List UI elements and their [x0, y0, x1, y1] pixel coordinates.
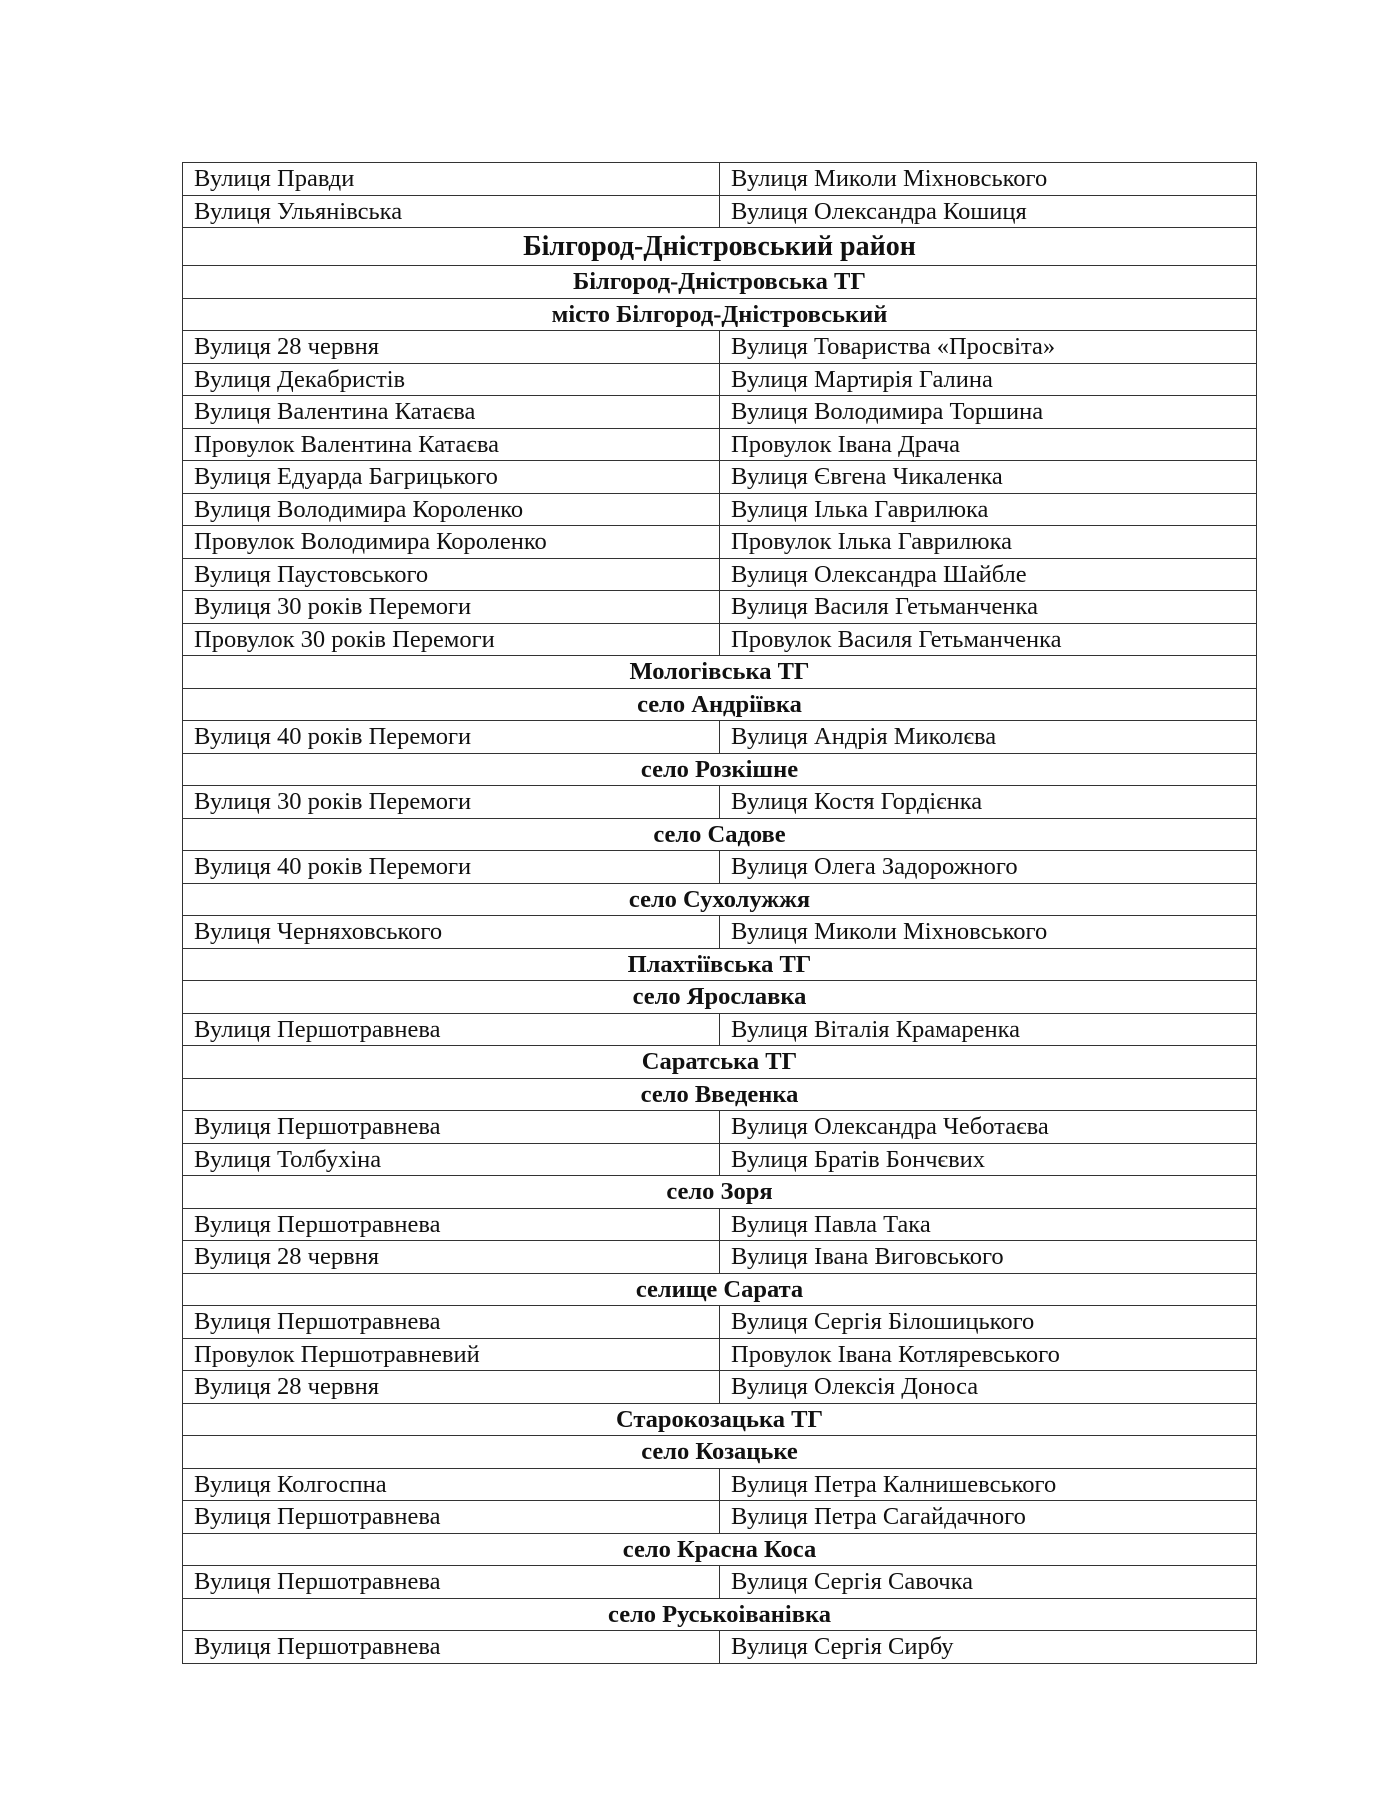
old-street-name: Вулиця 28 червня	[183, 1241, 720, 1274]
settlement-header	[183, 981, 1257, 1014]
header-cell: село Козацьке	[183, 1436, 1257, 1469]
table-row	[183, 591, 1257, 624]
table-row	[183, 851, 1257, 884]
table-row	[183, 1013, 1257, 1046]
old-street-name: Вулиця Декабристів	[183, 363, 720, 396]
old-street-name: Вулиця 30 років Перемоги	[183, 591, 720, 624]
header-cell: село Садове	[183, 818, 1257, 851]
header-cell: село Руськоіванівка	[183, 1598, 1257, 1631]
table-row	[183, 558, 1257, 591]
table-row	[183, 195, 1257, 228]
settlement-header	[183, 1273, 1257, 1306]
new-street-name: Вулиця Івана Виговського	[720, 1241, 1257, 1274]
old-street-name: Вулиця Колгоспна	[183, 1468, 720, 1501]
old-street-name: Вулиця Першотравнева	[183, 1013, 720, 1046]
new-street-name: Вулиця Віталія Крамаренка	[720, 1013, 1257, 1046]
header-cell: Саратська ТГ	[183, 1046, 1257, 1079]
new-street-name: Вулиця Олександра Кошиця	[720, 195, 1257, 228]
new-street-name: Вулиця Мартирія Галина	[720, 363, 1257, 396]
settlement-header	[183, 818, 1257, 851]
new-street-name: Вулиця Павла Така	[720, 1208, 1257, 1241]
new-street-name: Провулок Василя Гетьманченка	[720, 623, 1257, 656]
settlement-header	[183, 1436, 1257, 1469]
table-row	[183, 1111, 1257, 1144]
old-street-name: Провулок Валентина Катаєва	[183, 428, 720, 461]
new-street-name: Вулиця Олександра Чеботаєва	[720, 1111, 1257, 1144]
community-header	[183, 1046, 1257, 1079]
old-street-name: Вулиця Першотравнева	[183, 1566, 720, 1599]
old-street-name: Вулиця Першотравнева	[183, 1631, 720, 1664]
table-row	[183, 1208, 1257, 1241]
new-street-name: Вулиця Ілька Гаврилюка	[720, 493, 1257, 526]
settlement-header	[183, 1533, 1257, 1566]
table-row	[183, 493, 1257, 526]
table-row	[183, 363, 1257, 396]
old-street-name: Провулок Володимира Короленко	[183, 526, 720, 559]
header-cell: село Зоря	[183, 1176, 1257, 1209]
old-street-name: Вулиця 28 червня	[183, 331, 720, 364]
table-row	[183, 428, 1257, 461]
header-cell: Мологівська ТГ	[183, 656, 1257, 689]
settlement-header	[183, 1078, 1257, 1111]
new-street-name: Вулиця Братів Бончєвих	[720, 1143, 1257, 1176]
header-cell: Старокозацька ТГ	[183, 1403, 1257, 1436]
old-street-name: Вулиця Першотравнева	[183, 1306, 720, 1339]
street-renaming-table	[182, 162, 1257, 1664]
header-cell: селище Сарата	[183, 1273, 1257, 1306]
old-street-name: Вулиця Першотравнева	[183, 1501, 720, 1534]
new-street-name: Вулиця Володимира Торшина	[720, 396, 1257, 429]
district-header	[183, 228, 1257, 266]
old-street-name: Вулиця 30 років Перемоги	[183, 786, 720, 819]
table-row	[183, 721, 1257, 754]
header-cell: село Красна Коса	[183, 1533, 1257, 1566]
old-street-name: Провулок 30 років Перемоги	[183, 623, 720, 656]
settlement-header	[183, 883, 1257, 916]
community-header	[183, 1403, 1257, 1436]
community-header	[183, 266, 1257, 299]
old-street-name: Вулиця Правди	[183, 163, 720, 196]
old-street-name: Вулиця Толбухіна	[183, 1143, 720, 1176]
table-row	[183, 1306, 1257, 1339]
new-street-name: Вулиця Василя Гетьманченка	[720, 591, 1257, 624]
header-cell: село Сухолужжя	[183, 883, 1257, 916]
table-row	[183, 331, 1257, 364]
settlement-header	[183, 298, 1257, 331]
new-street-name: Провулок Ілька Гаврилюка	[720, 526, 1257, 559]
table-row	[183, 1501, 1257, 1534]
new-street-name: Вулиця Євгена Чикаленка	[720, 461, 1257, 494]
new-street-name: Вулиця Олега Задорожного	[720, 851, 1257, 884]
old-street-name: Вулиця 28 червня	[183, 1371, 720, 1404]
table-row	[183, 1468, 1257, 1501]
new-street-name: Провулок Івана Драча	[720, 428, 1257, 461]
table-row	[183, 916, 1257, 949]
table-row	[183, 461, 1257, 494]
new-street-name: Провулок Івана Котляревського	[720, 1338, 1257, 1371]
old-street-name: Вулиця Валентина Катаєва	[183, 396, 720, 429]
old-street-name: Вулиця Володимира Короленко	[183, 493, 720, 526]
old-street-name: Вулиця Першотравнева	[183, 1208, 720, 1241]
header-cell: село Розкішне	[183, 753, 1257, 786]
table-row	[183, 1631, 1257, 1664]
new-street-name: Вулиця Олександра Шайбле	[720, 558, 1257, 591]
table-row	[183, 163, 1257, 196]
new-street-name: Вулиця Сергія Білошицького	[720, 1306, 1257, 1339]
settlement-header	[183, 1176, 1257, 1209]
old-street-name: Провулок Першотравневий	[183, 1338, 720, 1371]
new-street-name: Вулиця Петра Калнишевського	[720, 1468, 1257, 1501]
table-row	[183, 786, 1257, 819]
new-street-name: Вулиця Андрія Миколєва	[720, 721, 1257, 754]
header-cell: село Ярославка	[183, 981, 1257, 1014]
new-street-name: Вулиця Сергія Савочка	[720, 1566, 1257, 1599]
old-street-name: Вулиця Едуарда Багрицького	[183, 461, 720, 494]
header-cell: місто Білгород-Дністровський	[183, 298, 1257, 331]
table-row	[183, 396, 1257, 429]
new-street-name: Вулиця Товариства «Просвіта»	[720, 331, 1257, 364]
table-row	[183, 1566, 1257, 1599]
header-cell: Плахтіївська ТГ	[183, 948, 1257, 981]
old-street-name: Вулиця Першотравнева	[183, 1111, 720, 1144]
table-row	[183, 526, 1257, 559]
community-header	[183, 948, 1257, 981]
old-street-name: Вулиця 40 років Перемоги	[183, 721, 720, 754]
old-street-name: Вулиця Черняховського	[183, 916, 720, 949]
old-street-name: Вулиця Паустовського	[183, 558, 720, 591]
settlement-header	[183, 1598, 1257, 1631]
new-street-name: Вулиця Петра Сагайдачного	[720, 1501, 1257, 1534]
new-street-name: Вулиця Миколи Міхновського	[720, 916, 1257, 949]
table-row	[183, 623, 1257, 656]
community-header	[183, 656, 1257, 689]
settlement-header	[183, 688, 1257, 721]
new-street-name: Вулиця Олексія Доноса	[720, 1371, 1257, 1404]
table-row	[183, 1241, 1257, 1274]
old-street-name: Вулиця 40 років Перемоги	[183, 851, 720, 884]
header-cell: Білгород-Дністровська ТГ	[183, 266, 1257, 299]
header-cell: село Андріївка	[183, 688, 1257, 721]
settlement-header	[183, 753, 1257, 786]
table-row	[183, 1338, 1257, 1371]
table-body	[183, 163, 1257, 1664]
new-street-name: Вулиця Сергія Сирбу	[720, 1631, 1257, 1664]
old-street-name: Вулиця Ульянівська	[183, 195, 720, 228]
header-cell: село Введенка	[183, 1078, 1257, 1111]
header-cell: Білгород-Дністровський район	[183, 228, 1257, 266]
new-street-name: Вулиця Костя Гордієнка	[720, 786, 1257, 819]
table-row	[183, 1371, 1257, 1404]
table-row	[183, 1143, 1257, 1176]
new-street-name: Вулиця Миколи Міхновського	[720, 163, 1257, 196]
